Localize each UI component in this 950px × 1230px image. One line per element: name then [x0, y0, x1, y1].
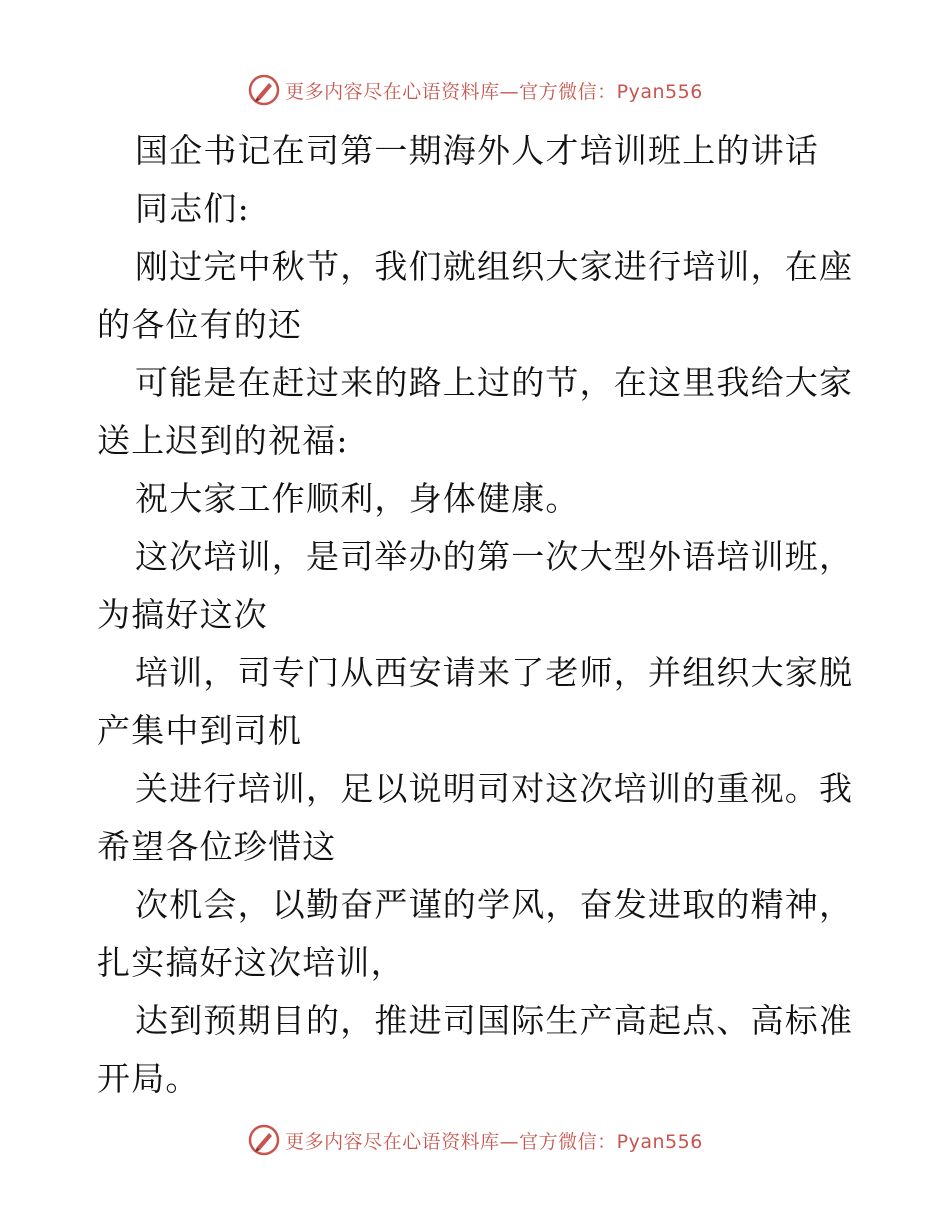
paragraph: 次机会，以勤奋严谨的学风，奋发进取的精神，扎实搞好这次培训， [97, 885, 854, 982]
watermark-footer [0, 1120, 950, 1160]
watermark-text: 更多内容尽在心语资料库—官方微信：Pyan556 [285, 1130, 703, 1153]
pen-logo-icon [247, 73, 281, 107]
document-title: 国企书记在司第一期海外人才培训班上的讲话 [135, 131, 819, 170]
paragraph: 培训，司专门从西安请来了老师，并组织大家脱产集中到司机 [97, 653, 854, 750]
document-body [97, 122, 857, 1108]
pen-logo-icon [247, 1123, 281, 1157]
paragraph: 祝大家工作顺利，身体健康。 [135, 479, 580, 518]
salutation: 同志们: [135, 189, 250, 228]
watermark-header [0, 70, 950, 110]
paragraph: 刚过完中秋节，我们就组织大家进行培训，在座的各位有的还 [97, 247, 854, 344]
paragraph: 达到预期目的，推进司国际生产高起点、高标准开局。 [97, 1001, 854, 1098]
watermark-text: 更多内容尽在心语资料库—官方微信：Pyan556 [285, 80, 703, 103]
paragraph: 关进行培训，足以说明司对这次培训的重视。我希望各位珍惜这 [97, 769, 854, 866]
paragraph: 这次培训，是司举办的第一次大型外语培训班，为搞好这次 [97, 537, 854, 634]
paragraph: 可能是在赶过来的路上过的节，在这里我给大家送上迟到的祝福: [97, 363, 854, 460]
